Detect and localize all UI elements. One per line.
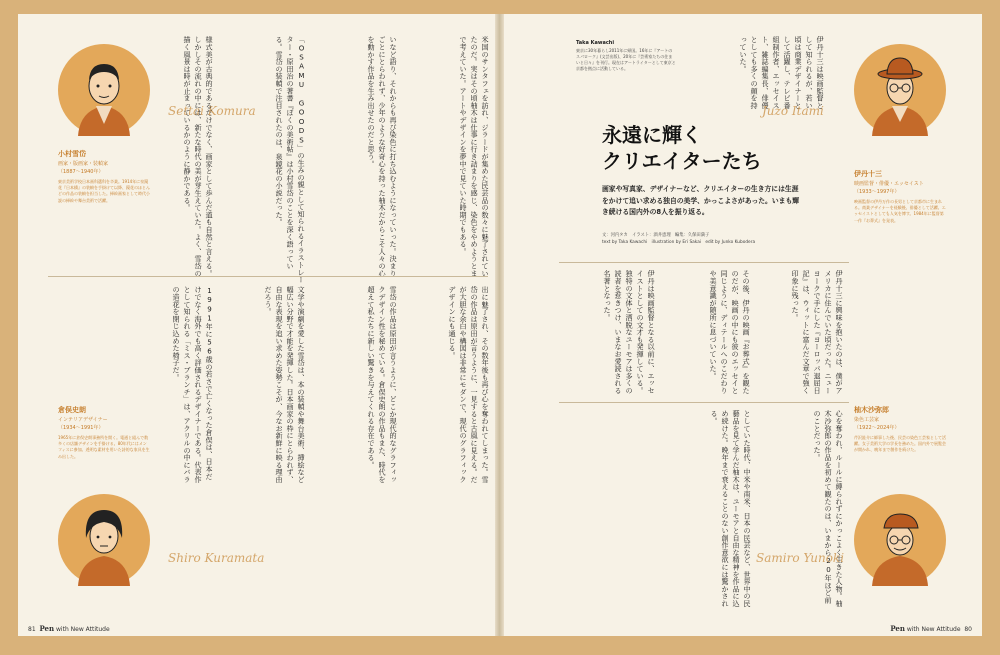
script-name-itami: Juzo Itami xyxy=(762,104,824,118)
years-kuramata: （1934〜1991年） xyxy=(58,425,104,431)
portrait-samiro-yunoki xyxy=(854,494,946,586)
body-column: 文学や演劇を愛した雪岱は、本の装幀や舞台美術、挿絵など幅広い分野で才能を発揮した。日本画家の枠にとらわれず、自由な表現を追い求めた姿勢こそが、今なお新鮮に映る理由だろう。 xyxy=(264,286,306,484)
headline-line-2: クリエイターたち xyxy=(602,149,762,173)
script-name-kuramata: Shiro Kuramata xyxy=(168,551,265,565)
bio-yunoki: 芹沢銈介に師事した後、民芸の染色工芸家として活躍。女子美術大学の学長を務めた。国内外で展覧会が開かれ、晩年まで創作を続けた。 xyxy=(854,435,946,453)
magazine-tag: with New Attitude xyxy=(56,626,110,633)
magazine-logo: Pen xyxy=(39,624,55,633)
body-column: 米国のサンタフェを訪れ、ジラードが集めた民芸品の数々に魅了されていたのだ。実はその頃柚木は仕事に行き詰まりを感じ、染色をやめようとまで考えていた。アートやデザインを夢中で見ていた時期でもある。 xyxy=(459,36,490,277)
headline-line-1: 永遠に輝く xyxy=(602,123,702,147)
body-column: としていた時代、中米や南米、日本の民芸など、世界中の民藝品を見て学んだ柚木は、ユーモアと自由な精神を作品に込め続けた。晩年まで衰えることのない創作意欲には驚かされる。 xyxy=(710,410,752,608)
spine-gutter xyxy=(495,14,504,636)
author-box xyxy=(576,40,676,72)
body-column: 心を奪われ、ルールに縛られずにかっこよく生きた人物。柚木沙弥郎の作品を初めて観たのは、いまから20年ほど前のことだった。 xyxy=(813,410,844,608)
body-column: 「OSAMU GOODS」の生みの親として知られるイラストレーター・原田治の著書『ぼくの美術帖』は小村雪岱のことを深く語っている。雪岱の装幀で注目されたのは、泉鏡花の小説だった。 xyxy=(275,36,306,284)
body-column: その後、伊丹の映画『お葬式』を観たのだが、映画の中にも彼のエッセイと同じように、ディテールへのこだわりや美意識が随所に息づいていた。 xyxy=(709,270,751,395)
right-page xyxy=(504,14,982,636)
jp-name-yunoki: 柚木沙弥郎 xyxy=(854,406,889,414)
bio-itami: 映画監督の伊丹万作の長男として京都市に生まれる。商業デザイナーを経験後、俳優として活躍。エッセイストとしても人気を博す。1984年に監督第一作『お葬式』を発表。 xyxy=(854,199,946,223)
jp-name-itami: 伊丹十三 xyxy=(854,170,882,178)
body-column: 雪岱の作品は原田が言うように、どこか現代的なグラフィックデザイン性を秘めている。倉俣史朗の作品もまた、時代を超えて私たちに新しい驚きを与えてくれる存在である。 xyxy=(367,286,398,484)
role-kuramata: インテリアデザイナー xyxy=(58,417,108,423)
credits-jp: 文：河内タカ イラスト：酒井恵理 編集：久保田満子 xyxy=(602,233,710,238)
article-lead: 画家や写真家、デザイナーなど、クリエイターの生き方には生涯をかけて追い求める独自の美学、かっこよさがあった。いまも輝き続ける国内外の8人を振り返る。 xyxy=(602,185,800,217)
yunoki-illustration xyxy=(854,494,946,586)
page-folio-left xyxy=(28,624,110,633)
role-komura: 画家・版画家・装幀家 xyxy=(58,161,109,167)
itami-illustration xyxy=(854,44,946,136)
page-number: 81 xyxy=(28,626,36,633)
body-column: 伊丹は映画監督となる以前に、エッセイストとしての文才も発揮している。独特の文体と洒脱なユーモアは多くの読者を惹きつけ、いまなお愛読される名著となった。 xyxy=(603,270,656,395)
portrait-shiro-kuramata xyxy=(58,494,150,586)
bio-komura: 東京美術学校日本画科選科を卒業。1914年に泉鏡花『日本橋』の装幀を手掛けて以降、鏡花のほとんどの作品の装幀を担当した。挿絵画家として時代小説の挿絵や舞台美術で活躍。 xyxy=(58,179,150,203)
column-divider xyxy=(48,276,488,277)
page-number: 80 xyxy=(964,626,972,633)
body-column: 伊丹十三は映画監督として知られるが、若い頃は商業デザイナーとして活躍し、テレビ番組制作者、エッセイスト、雑誌編集長、俳優としても多くの顔を持っていた。 xyxy=(739,36,825,109)
column-divider xyxy=(559,402,849,403)
years-yunoki: （1922〜2024年） xyxy=(854,425,900,431)
page-folio-right xyxy=(890,624,972,633)
body-column: いなど語り、それからも再び染色に打ち込むようになっていった。決まりごとにとらわれず、少年のような好奇心を持った柚木だからこそ人々の心を動かす作品を生み出せたのだと思う。 xyxy=(367,36,398,277)
magazine-logo: Pen xyxy=(890,624,905,633)
body-column: 伊丹十三に興味を抱いたのは、僕がアメリカに住んでいた頃だった。ニューヨークで手にした『ヨーロッパ退屈日記』は、ウィットに富んだ文章で強く印象に残った。 xyxy=(791,270,844,395)
author-bio: 東京に30年暮らし2011年に帰国。16年に『アートのスパローク』(文芸出版)、20年に『芸術家たちの住まいと日々』を刊行。現在はアートライターとして東京と京都を拠点に活動している。 xyxy=(576,48,676,71)
article-credits xyxy=(602,233,802,247)
script-name-komura: Settai Komura xyxy=(168,104,256,118)
body-column: 1991年に56歳の若さで亡くなった倉俣は、日本だけでなく海外でも高く評価されるデザイナーである。代表作として知られる「ミス・ブランチ」は、アクリルの中にバラの造花を閉じ込めた椅子だ。 xyxy=(172,286,214,484)
portrait-juzo-itami xyxy=(854,44,946,136)
magazine-tag: with New Attitude xyxy=(906,626,961,633)
column-divider xyxy=(559,262,849,263)
body-column: 様式美が古典的であるだけでなく、画家として歩んだ道も自然と言える。しかしその流れの中には、新たな時代の美が芽生えていた。よく、雪岱の描く風景は時が止まっているかのように静かである。 xyxy=(183,36,214,277)
script-name-yunoki: Samiro Yunoki xyxy=(756,551,845,565)
left-page xyxy=(18,14,496,636)
author-name: Taka Kawachi xyxy=(576,40,615,46)
kuramata-illustration xyxy=(58,494,150,586)
credits-en: text by Taka Kawachi illustration by Eri Sakai edit by Junko Kubodera xyxy=(602,239,756,245)
jp-name-kuramata: 倉俣史朗 xyxy=(58,406,86,414)
body-column: 出に魅了され、その数年後も再び心を奪われてしまった。雪岱の作品は原田が言うように、一見すると古風に見える。だが大胆な余白や構図は非常にモダンで、現代のグラフィックデザインにも通じる。 xyxy=(448,286,490,484)
role-yunoki: 染色工芸家 xyxy=(854,417,880,423)
years-komura: （1887〜1940年） xyxy=(58,169,104,175)
bio-kuramata: 1965年に倉俣史朗事務所を開く。電通と組んで数多くの店舗デザインを手掛ける。80年代にはメンフィスに参加。透明な素材を用いた詩的な家具を生み出した。 xyxy=(58,435,150,459)
role-itami: 映画監督・俳優・エッセイスト xyxy=(854,181,924,187)
jp-name-komura: 小村雪岱 xyxy=(58,150,86,158)
years-itami: （1933〜1997年） xyxy=(854,189,900,195)
article-headline xyxy=(602,122,762,174)
